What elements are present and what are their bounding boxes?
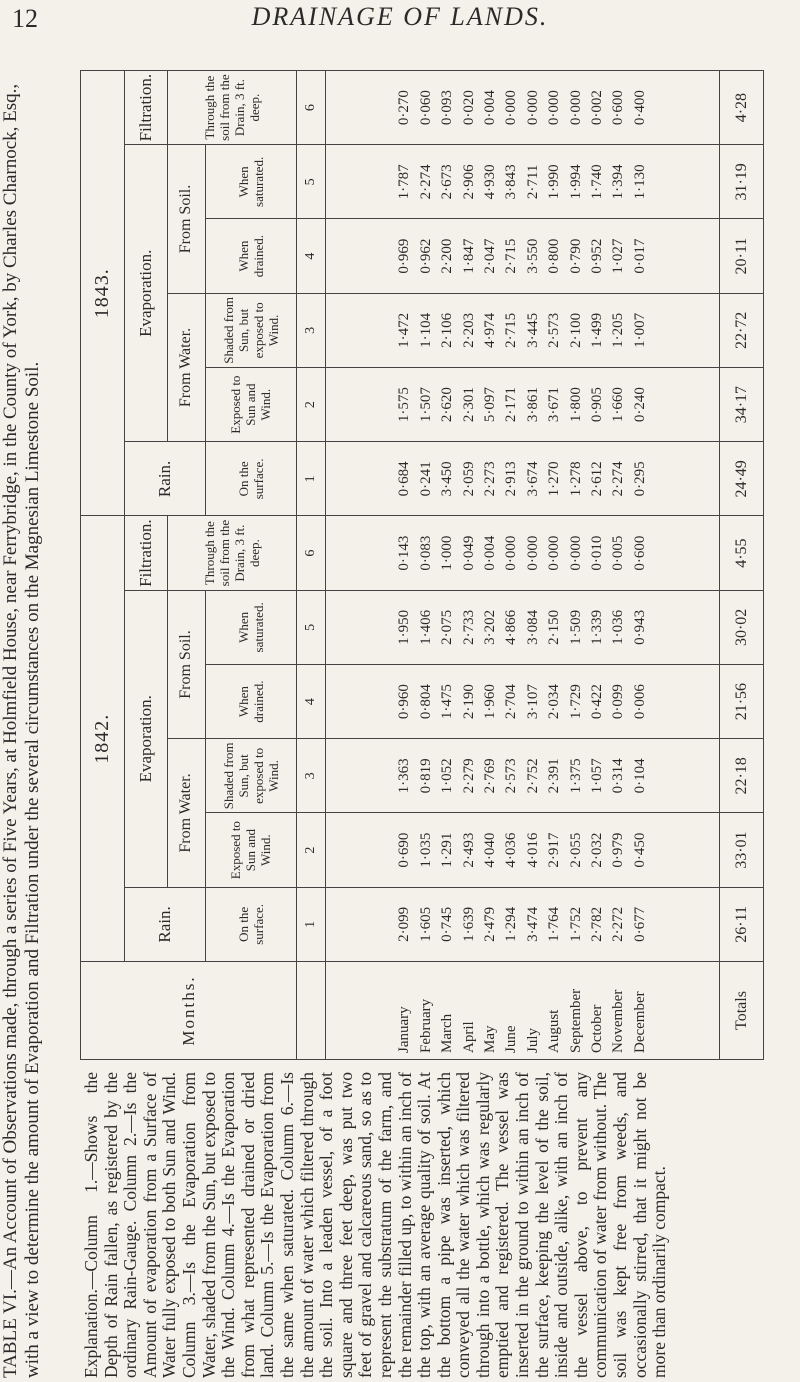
column-number: 2: [297, 368, 326, 442]
table-cell-value: 0·004: [481, 535, 498, 571]
table-cell-value: 2·274: [610, 461, 627, 497]
table-cell-value: 1·472: [396, 312, 413, 348]
table-cell-value: 1·291: [439, 832, 456, 868]
value-column: [326, 590, 720, 664]
table-cell-value: 1·363: [396, 758, 413, 794]
column-number: 1: [297, 442, 326, 516]
table-cell-value: 3·861: [524, 387, 541, 423]
table-cell-value: 0·790: [567, 238, 584, 274]
table-cell-value: 0·422: [588, 684, 605, 720]
table-cell-value: 1·007: [631, 312, 648, 348]
total-value: 34·17: [720, 368, 764, 442]
table-cell-value: 4·866: [503, 609, 520, 645]
table-cell-value: 0·002: [588, 90, 605, 126]
table-cell-value: 2·573: [546, 312, 563, 348]
table-cell-value: 2·917: [546, 832, 563, 868]
table-cell-value: 0·049: [460, 535, 477, 571]
table-cell-value: 1·729: [567, 684, 584, 720]
column-number: 5: [297, 145, 326, 219]
table-cell-value: 0·143: [396, 535, 413, 571]
totals-label: Totals: [720, 962, 764, 1060]
table-cell-value: 2·034: [546, 684, 563, 720]
column-heading: When saturated.: [205, 590, 296, 664]
table-cell-value: 2·171: [503, 387, 520, 423]
table-cell-value: 0·295: [631, 461, 648, 497]
value-column: [326, 145, 720, 219]
table-cell-value: 1·130: [631, 164, 648, 200]
column-heading: Through the soil from the Drain, 3 ft. deep.: [168, 516, 297, 590]
year-heading: 1842.: [81, 516, 125, 962]
table-cell-value: 0·000: [524, 535, 541, 571]
from-water-heading: From Water.: [168, 293, 206, 442]
table-cell-value: 2·479: [481, 906, 498, 942]
table-cell-value: 0·005: [610, 535, 627, 571]
table-cell-value: 0·000: [524, 90, 541, 126]
table-cell-value: 0·000: [546, 535, 563, 571]
table-cell-value: 1·339: [588, 609, 605, 645]
column-heading: On the surface.: [205, 887, 296, 961]
table-cell-value: 0·000: [567, 535, 584, 571]
table-cell-value: 0·745: [439, 906, 456, 942]
table-cell-value: 0·314: [610, 758, 627, 794]
table-cell-value: 2·906: [460, 164, 477, 200]
observations-table: [80, 70, 764, 1060]
table-cell-value: 2·673: [439, 164, 456, 200]
month-label: February: [417, 998, 434, 1053]
table-cell-value: 2·272: [610, 906, 627, 942]
table-cell-value: 2·047: [481, 238, 498, 274]
table-cell-value: 1·052: [439, 758, 456, 794]
table-cell-value: 4·036: [503, 832, 520, 868]
table-cell-value: 0·099: [610, 684, 627, 720]
column-heading: When drained.: [205, 665, 296, 739]
table-cell-value: 1·605: [417, 906, 434, 942]
table-cell-value: 1·205: [610, 312, 627, 348]
table-cell-value: 2·620: [439, 387, 456, 423]
column-heading: On the surface.: [205, 442, 296, 516]
table-cell-value: 0·017: [631, 238, 648, 274]
from-water-heading: From Water.: [168, 739, 206, 888]
table-cell-value: 2·273: [481, 461, 498, 497]
total-value: 4·28: [720, 71, 764, 145]
column-number: 5: [297, 590, 326, 664]
table-cell-value: 0·690: [396, 832, 413, 868]
table-cell-value: 0·104: [631, 758, 648, 794]
total-value: 20·11: [720, 219, 764, 293]
total-value: 33·01: [720, 813, 764, 887]
from-soil-heading: From Soil.: [168, 145, 206, 294]
page-number: 12: [12, 4, 38, 33]
table-cell-value: 1·027: [610, 238, 627, 274]
table-cell-value: 2·782: [588, 906, 605, 942]
table-cell-value: 2·055: [567, 832, 584, 868]
table-cell-value: 3·550: [524, 238, 541, 274]
explanation-text: Explanation.—Column 1.—Shows the Depth of Rain fallen, as registered by the ordinary Rain-Gauge. Column 2.—Is the Amount of evaporation from a Surface of Water fully exposed to both Sun and Wind. Column 3.—Is the Evaporation from Water, shaded from the Sun, but exposed to the Wind. Column 4.—Is the Evaporation from what represented drained or dried land. Column 5.—Is the Evaporation from the same when saturated. Column 6.—Is the amount of water which filtered through the soil. Into a leaden vessel, of a foot square and three feet deep, was put two feet of gravel and calcareous sand, so as to represent the substratum of the farm, and the remainder filled up, to within an inch of the top, with an average quality of soil. At the bottom a pipe was inserted, which conveyed all the water which was filtered through into a bottle, which was regularly emptied and registered. The vessel was inserted in the ground to within an inch of the surface, keeping the level of the soil, inside and outside, alike, with an inch of the vessel above, to prevent any communication of water from without. The soil was kept free from weeds, and occasionally stirred, that it might not be more than ordinarily compact.: [81, 1072, 670, 1378]
table-cell-value: 0·000: [567, 90, 584, 126]
table-cell-value: 1·764: [546, 906, 563, 942]
table-cell-value: 3·202: [481, 609, 498, 645]
table-cell-value: 0·905: [588, 387, 605, 423]
from-soil-heading: From Soil.: [168, 590, 206, 739]
year-heading: 1843.: [81, 71, 125, 517]
table-cell-value: 2·769: [481, 758, 498, 794]
value-column: [326, 293, 720, 367]
table-cell-value: 4·930: [481, 164, 498, 200]
rain-heading: Rain.: [124, 442, 205, 516]
table-cell-value: 1·752: [567, 906, 584, 942]
table-cell-value: 1·036: [610, 609, 627, 645]
table-cell-value: 2·106: [439, 312, 456, 348]
table-cell-value: 3·843: [503, 164, 520, 200]
table-cell-value: 0·000: [503, 535, 520, 571]
table-cell-value: 2·704: [503, 684, 520, 720]
column-heading: When saturated.: [205, 145, 296, 219]
table-cell-value: 0·400: [631, 90, 648, 126]
table-cell-value: 1·660: [610, 387, 627, 423]
table-cell-value: 3·474: [524, 906, 541, 942]
month-label: June: [503, 1025, 520, 1053]
table-cell-value: 2·715: [503, 238, 520, 274]
value-column: [326, 368, 720, 442]
table-cell-value: 2·274: [417, 164, 434, 200]
table-cell-value: 2·150: [546, 609, 563, 645]
evaporation-heading: Evaporation.: [124, 590, 168, 887]
table-cell-value: 1·639: [460, 906, 477, 942]
value-column: [326, 219, 720, 293]
table-cell-value: 2·099: [396, 906, 413, 942]
table-cell-value: 3·674: [524, 461, 541, 497]
months-header: Months.: [81, 962, 297, 1060]
table-cell-value: 0·004: [481, 90, 498, 126]
table-cell-value: 0·010: [588, 535, 605, 571]
table-cell-value: 3·107: [524, 684, 541, 720]
table-cell-value: 1·507: [417, 387, 434, 423]
table-cell-value: 3·671: [546, 387, 563, 423]
column-heading: Shaded from Sun, but exposed to Wind.: [205, 739, 296, 813]
table-cell-value: 3·445: [524, 312, 541, 348]
table-cell-value: 1·994: [567, 164, 584, 200]
total-value: 30·02: [720, 590, 764, 664]
table-cell-value: 0·962: [417, 238, 434, 274]
column-number: 3: [297, 293, 326, 367]
column-number: 6: [297, 71, 326, 145]
table-cell-value: 0·800: [546, 238, 563, 274]
table-cell-value: 2·752: [524, 758, 541, 794]
month-label: January: [396, 1006, 413, 1053]
table-cell-value: 2·032: [588, 832, 605, 868]
table-cell-value: 1·270: [546, 461, 563, 497]
table-cell-value: 0·093: [439, 90, 456, 126]
value-column: [326, 887, 720, 961]
table-cell-value: 1·375: [567, 758, 584, 794]
column-heading: Exposed to Sun and Wind.: [205, 813, 296, 887]
table-cell-value: 0·000: [503, 90, 520, 126]
table-cell-value: 2·573: [503, 758, 520, 794]
table-cell-value: 0·960: [396, 684, 413, 720]
column-heading: Exposed to Sun and Wind.: [205, 368, 296, 442]
table-cell-value: 1·990: [546, 164, 563, 200]
column-number: 4: [297, 219, 326, 293]
total-value: 4·55: [720, 516, 764, 590]
table-cell-value: 3·084: [524, 609, 541, 645]
value-column: [326, 516, 720, 590]
page-header: [0, 0, 800, 44]
evaporation-heading: Evaporation.: [124, 145, 168, 442]
table-cell-value: 4·974: [481, 312, 498, 348]
value-column: [326, 665, 720, 739]
table-cell-value: 1·950: [396, 609, 413, 645]
table-cell-value: 0·006: [631, 684, 648, 720]
month-label: December: [631, 991, 648, 1053]
table-cell-value: 1·800: [567, 387, 584, 423]
total-value: 24·49: [720, 442, 764, 516]
month-list: [326, 962, 720, 1060]
month-label: July: [524, 1027, 541, 1053]
month-label: September: [567, 988, 584, 1053]
table-cell-value: 0·952: [588, 238, 605, 274]
table-cell-value: 3·450: [439, 461, 456, 497]
table-cell-value: 1·294: [503, 906, 520, 942]
column-number: 4: [297, 665, 326, 739]
table-cell-value: 0·450: [631, 832, 648, 868]
month-label: August: [546, 1009, 563, 1053]
table-cell-value: 2·203: [460, 312, 477, 348]
table-cell-value: 1·847: [460, 238, 477, 274]
table-cell-value: 0·600: [631, 535, 648, 571]
month-label: April: [460, 1021, 477, 1053]
table-cell-value: 0·979: [610, 832, 627, 868]
table-cell-value: 1·104: [417, 312, 434, 348]
table-cell-value: 2·200: [439, 238, 456, 274]
table-cell-value: 0·819: [417, 758, 434, 794]
total-value: 26·11: [720, 887, 764, 961]
table-cell-value: 0·270: [396, 90, 413, 126]
table-title: TABLE VI.—An Account of Observations made, through a series of Five Years, at Holmfield House, near Ferrybridge, in the County of York, by Charles Charnock, Esq., with a view to determine the amount of Evaporation and Filtration under the several circumstances on the Magnesian Limestone Soil.: [0, 83, 43, 1378]
running-title: DRAINAGE OF LANDS.: [251, 2, 549, 31]
table-cell-value: 0·969: [396, 238, 413, 274]
column-number: 2: [297, 813, 326, 887]
table-cell-value: 2·913: [503, 461, 520, 497]
table-cell-value: 0·684: [396, 461, 413, 497]
table-cell-value: 0·943: [631, 609, 648, 645]
table-cell-value: 2·612: [588, 461, 605, 497]
table-cell-value: 5·097: [481, 387, 498, 423]
column-number: 1: [297, 887, 326, 961]
table-cell-value: 0·020: [460, 90, 477, 126]
table-cell-value: 0·060: [417, 90, 434, 126]
filtration-heading: Filtration.: [124, 71, 168, 145]
total-value: 22·72: [720, 293, 764, 367]
table-cell-value: 2·059: [460, 461, 477, 497]
table-cell-value: 4·016: [524, 832, 541, 868]
column-heading: When drained.: [205, 219, 296, 293]
column-number: 6: [297, 516, 326, 590]
total-value: 31·19: [720, 145, 764, 219]
table-cell-value: 2·301: [460, 387, 477, 423]
value-column: [326, 813, 720, 887]
table-cell-value: 2·711: [524, 164, 541, 200]
table-cell-value: 1·394: [610, 164, 627, 200]
table-cell-value: 1·960: [481, 684, 498, 720]
table-cell-value: 0·000: [546, 90, 563, 126]
table-cell-value: 1·475: [439, 684, 456, 720]
total-value: 21·56: [720, 665, 764, 739]
table-cell-value: 2·493: [460, 832, 477, 868]
month-label: March: [439, 1013, 456, 1053]
table-cell-value: 0·240: [631, 387, 648, 423]
value-column: [326, 71, 720, 145]
value-column: [326, 442, 720, 516]
table-cell-value: 0·804: [417, 684, 434, 720]
table-cell-value: 2·733: [460, 609, 477, 645]
table-cell-value: 0·241: [417, 461, 434, 497]
table-cell-value: 2·279: [460, 758, 477, 794]
table-cell-value: 1·057: [588, 758, 605, 794]
table-cell-value: 2·075: [439, 609, 456, 645]
table-cell-value: 1·787: [396, 164, 413, 200]
table-cell-value: 1·278: [567, 461, 584, 497]
table-cell-value: 1·740: [588, 164, 605, 200]
table-cell-value: 2·190: [460, 684, 477, 720]
month-label: May: [481, 1025, 498, 1053]
total-value: 22·18: [720, 739, 764, 813]
month-label: November: [610, 989, 627, 1053]
column-number: 3: [297, 739, 326, 813]
table-cell-value: 0·083: [417, 535, 434, 571]
value-column: [326, 739, 720, 813]
rotated-page-content: [0, 62, 780, 1382]
table-cell-value: 2·715: [503, 312, 520, 348]
table-cell-value: 1·406: [417, 609, 434, 645]
table-cell-value: 2·391: [546, 758, 563, 794]
table-cell-value: 1·575: [396, 387, 413, 423]
table-cell-value: 0·600: [610, 90, 627, 126]
table-cell-value: 1·035: [417, 832, 434, 868]
table-cell-value: 1·509: [567, 609, 584, 645]
table-cell-value: 2·100: [567, 312, 584, 348]
table-cell-value: 4·040: [481, 832, 498, 868]
month-label: October: [588, 1004, 605, 1053]
column-heading: Through the soil from the Drain, 3 ft. deep.: [168, 71, 297, 145]
filtration-heading: Filtration.: [124, 516, 168, 590]
column-heading: Shaded from Sun, but exposed to Wind.: [205, 293, 296, 367]
rain-heading: Rain.: [124, 887, 205, 961]
table-cell-value: 1·000: [439, 535, 456, 571]
table-cell-value: 1·499: [588, 312, 605, 348]
table-cell-value: 0·677: [631, 906, 648, 942]
